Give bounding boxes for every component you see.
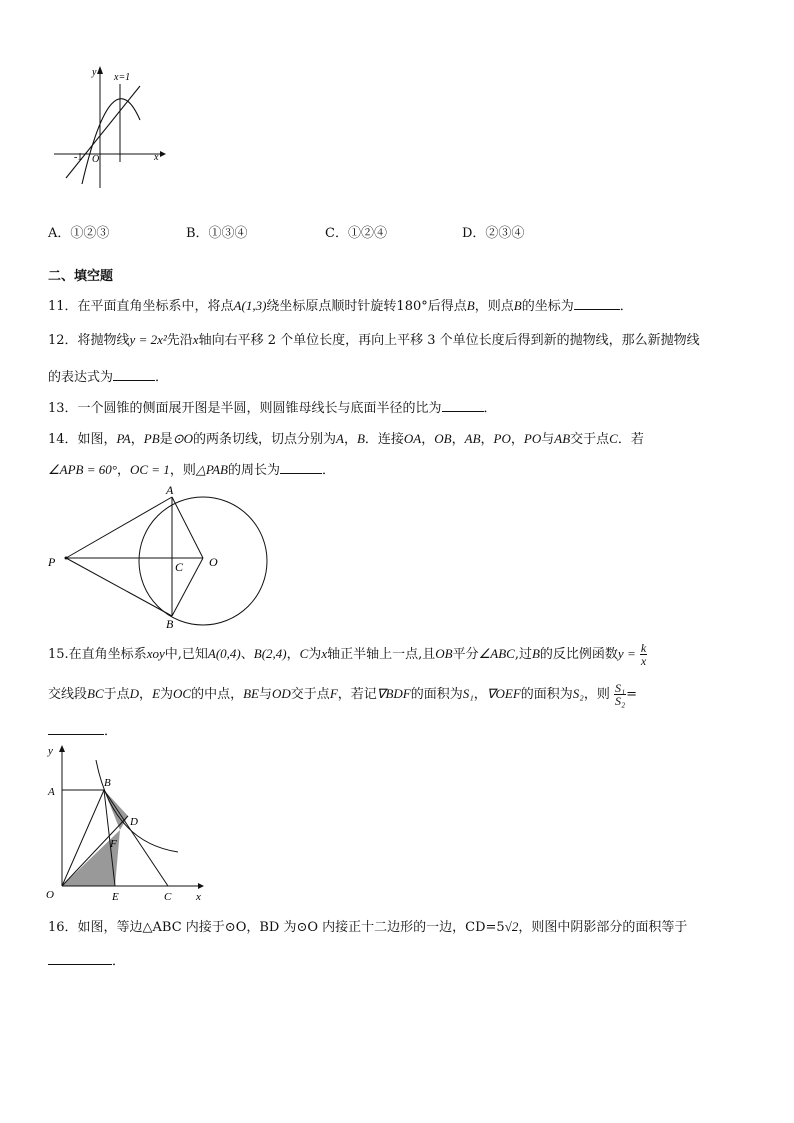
graph-axis-of-symmetry-label: x=1 <box>114 72 131 83</box>
option-d: D．②③④ <box>462 226 525 241</box>
question-15-line-1: 15.在直角坐标系xoy中,已知A(0,4)、B(2,4)，C为x轴正半轴上一点,且OB平分∠ABC,过B的反比例函数y = $\frac{k}{x}$ <box>48 641 647 668</box>
graph-minus-one-label: -1 <box>74 152 83 163</box>
parabola-line-graph <box>50 62 170 192</box>
point-a-label: A <box>166 483 174 497</box>
point-o-label: O <box>209 555 218 569</box>
fig15-c-label: C <box>164 891 172 903</box>
fig15-d-label: D <box>130 816 138 828</box>
question-14-line-1: 14．如图，PA，PB是⊙O的两条切线，切点分别为A，B．连接OA，OB，AB，PO，PO与AB交于点C．若 <box>48 431 644 447</box>
option-a: A．①②③ <box>48 226 110 241</box>
fig15-a-label: A <box>48 786 55 798</box>
fig15-o-label: O <box>46 889 54 901</box>
fig15-f-label: F <box>110 838 117 850</box>
inverse-function-figure <box>40 740 220 905</box>
graph-y-label: y <box>92 67 97 78</box>
answer-blank <box>48 722 104 735</box>
graph-x-label: x <box>154 152 159 163</box>
question-15-line-2: 交线段BC于点D，E为OC的中点，BE与OD交于点F，若记∇BDF的面积为S₁，∇OEF的面积为S₂，则 $\frac{\text{S₁}}{\text{S₂}}$ = <box>48 681 638 708</box>
fig15-x-label: x <box>196 891 201 903</box>
question-15-line-3: ． <box>48 722 117 741</box>
answer-blank <box>113 368 155 381</box>
tangent-circle-figure <box>40 482 280 632</box>
point-b-label: B <box>166 617 174 631</box>
answer-blank <box>574 297 620 310</box>
answer-blank <box>280 461 322 474</box>
option-c: C．①②④ <box>325 226 387 241</box>
fig15-y-label: y <box>48 745 53 757</box>
answer-blank <box>442 399 484 412</box>
question-16-line-1: 16．如图，等边△ABC 内接于⊙O，BD 为⊙O 内接正十二边形的一边，CD=5√2，则图中阴影部分的面积等于 <box>48 919 688 935</box>
fig15-e-label: E <box>112 891 119 903</box>
section-title: 二、填空题 <box>48 269 114 284</box>
question-11: 11．在平面直角坐标系中，将点A(1,3)绕坐标原点顺时针旋转180°后得点B，则点B的坐标为 ． <box>48 298 633 314</box>
question-12-line-2: 的表达式为 ． <box>48 370 169 385</box>
point-p-label: P <box>48 555 56 569</box>
question-13: 13．一个圆锥的侧面展开图是半圆，则圆锥母线长与底面半径的比为 ． <box>48 401 497 416</box>
question-14-line-2: ∠APB = 60°，OC = 1，则△PAB的周长为 ． <box>48 462 336 478</box>
graph-origin-label: O <box>92 154 100 165</box>
fig15-b-label: B <box>104 777 111 789</box>
point-c-label: C <box>175 560 184 574</box>
answer-blank <box>48 952 112 965</box>
option-b: B．①③④ <box>186 226 248 241</box>
question-12-line-1: 12．将抛物线y = 2x²先沿x轴向右平移 2 个单位长度，再向上平移 3 个单位长度后得到新的抛物线，那么新抛物线 <box>48 332 700 348</box>
question-16-line-2: ． <box>48 952 125 971</box>
